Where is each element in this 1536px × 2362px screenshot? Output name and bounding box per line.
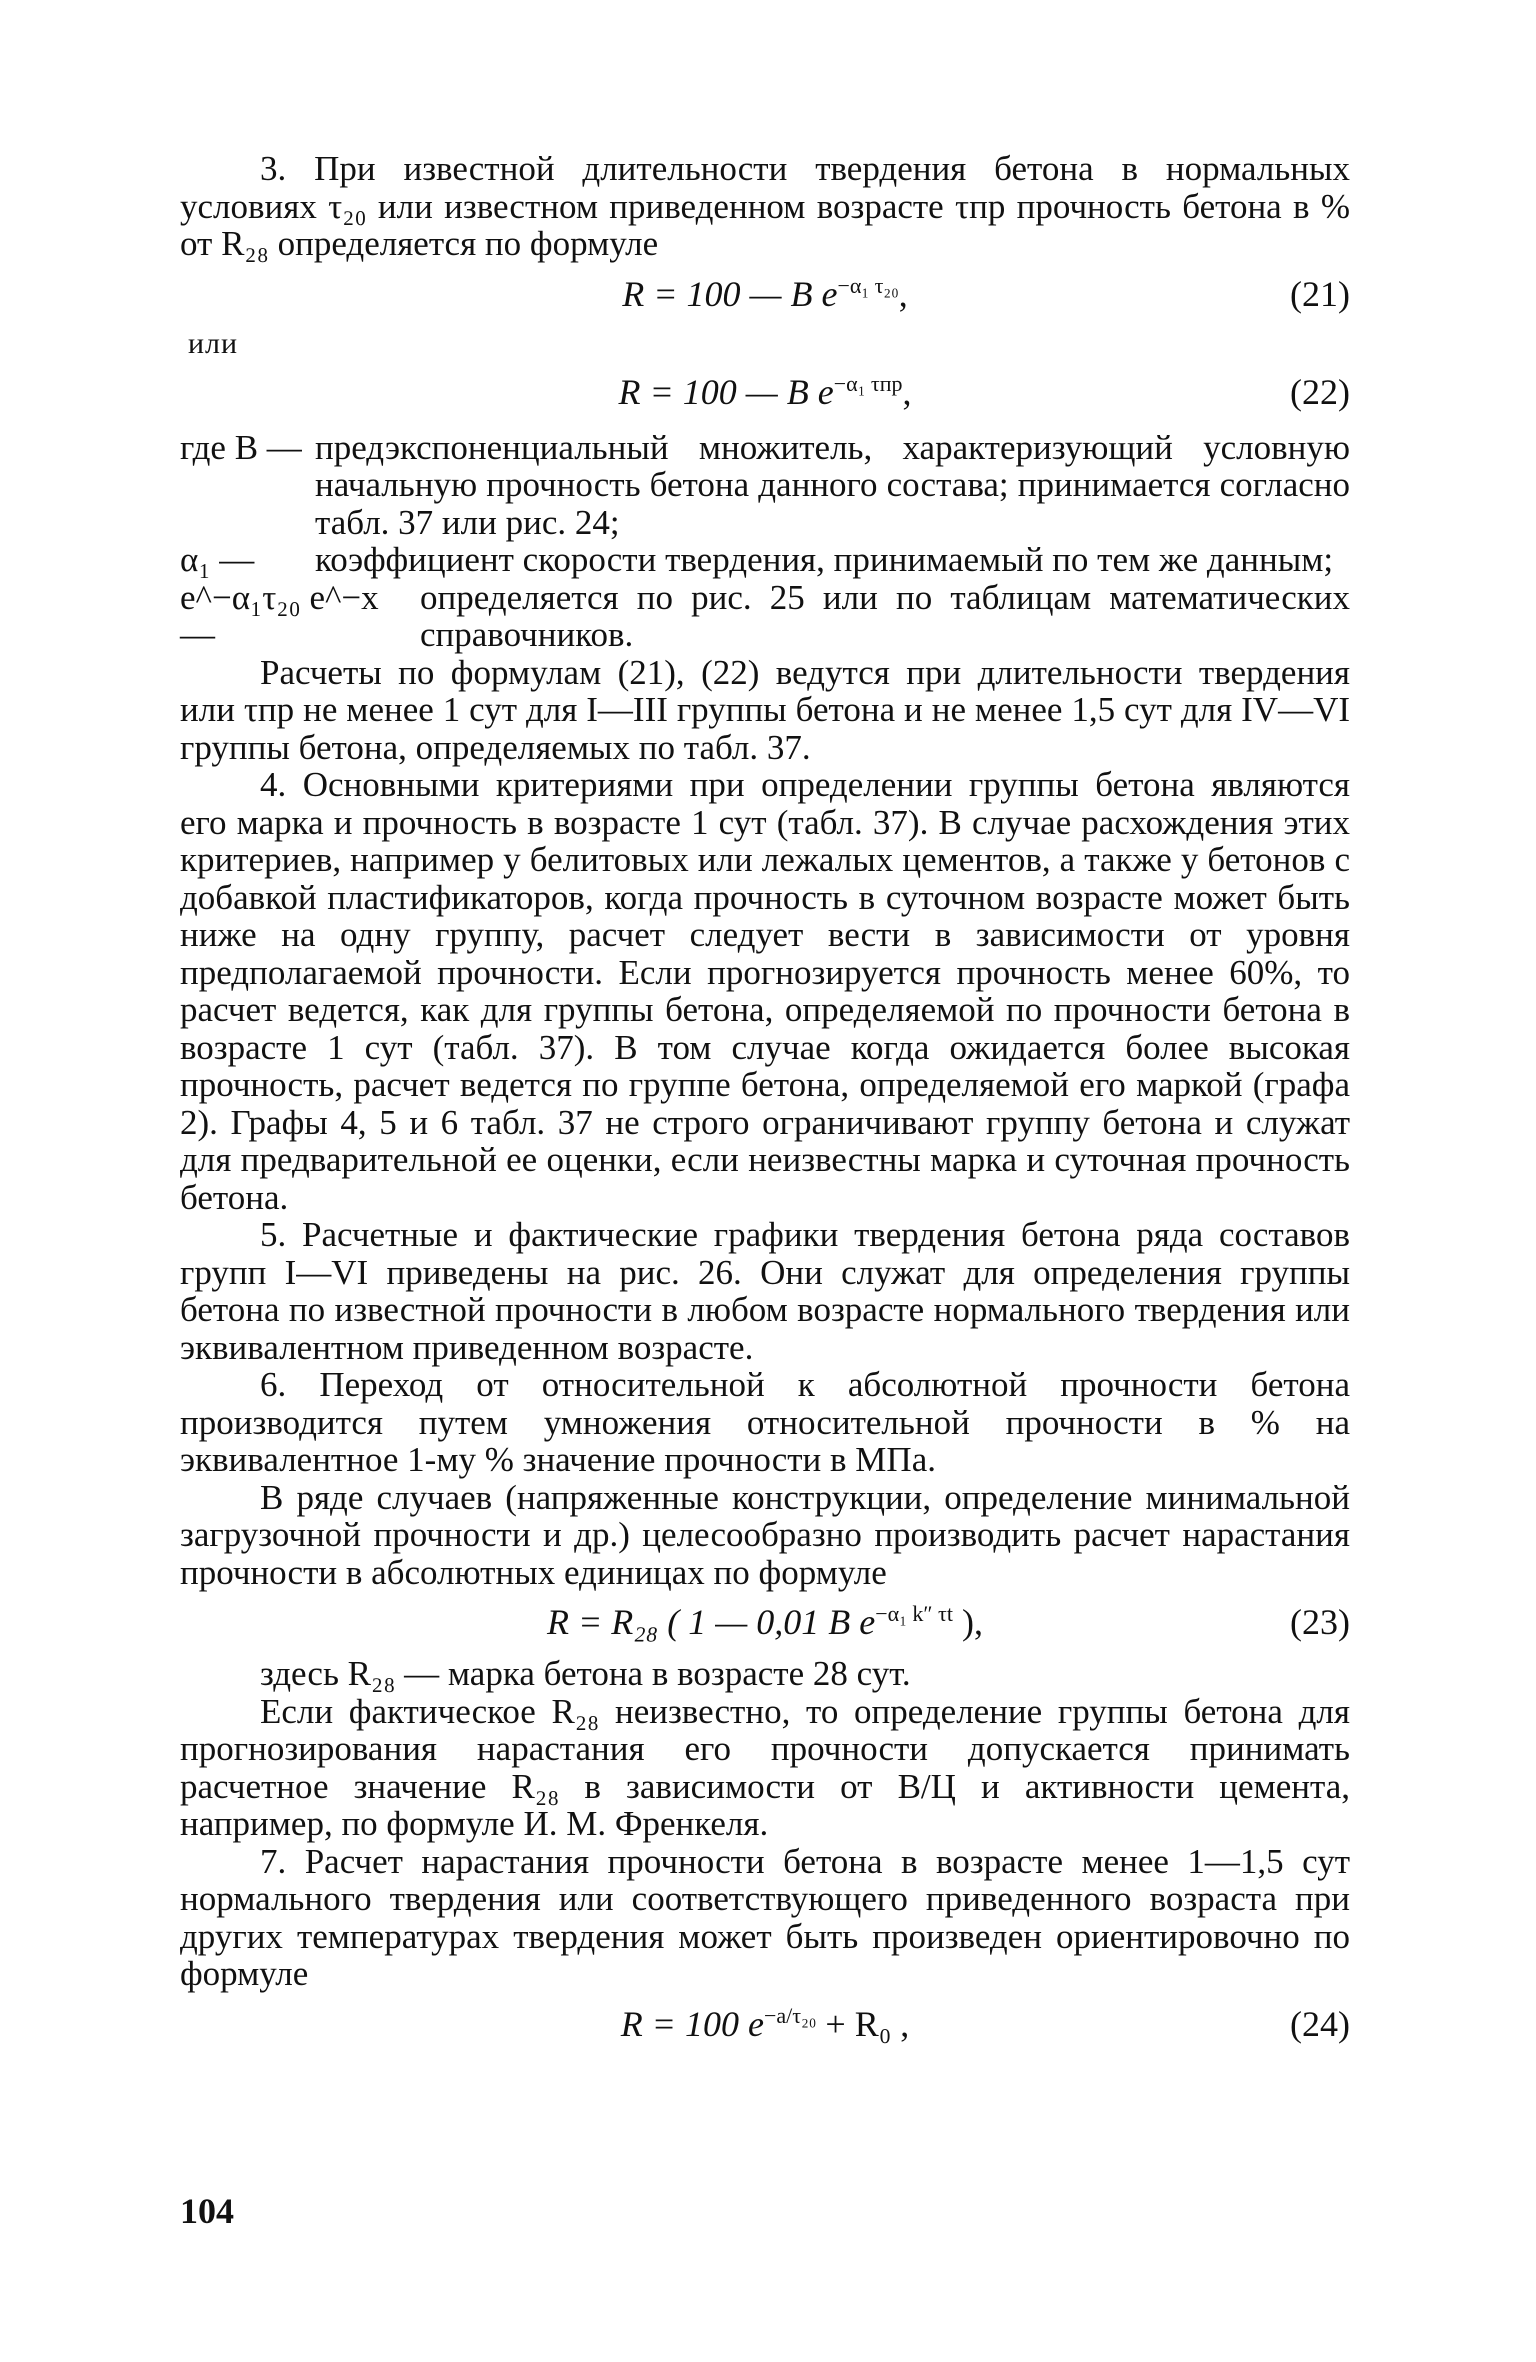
definition-symbol: где B — <box>180 427 302 467</box>
formula-21 <box>180 263 1350 327</box>
definition-symbol: e^−α₁τ₂₀ e^−x — <box>180 577 379 654</box>
paragraph-4: 4. Основными критериями при определении группы бетона являются его марка и прочность в возрасте 1 сут (табл. 37). В случае расхождения этих критериев, например у белитовых или лежалых цементов, а также у бетонов с добавкой пластификаторов, когда прочность в суточном возрасте может быть ниже на одну группу, расчет следует вести в зависимости от уровня предполагаемой прочности. Если прогнозируется прочность менее 60%, то расчет ведется, как для группы бетона, определяемой по прочности бетона в возрасте 1 сут (табл. 37). В том случае когда ожидается более высокая прочность, расчет ведется по группе бетона, определяемой его маркой (графа 2). Графы 4, 5 и 6 табл. 37 не строго ограничивают группу бетона и служат для предварительной ее оценки, если неизвестны марка и суточная прочность бетона. <box>180 765 1350 1217</box>
paragraph-calc: Расчеты по формулам (21), (22) ведутся при длительности твердения или τпр не менее 1 сут для I—III группы бетона и не менее 1,5 сут для IV—VI группы бетона, определяемых по табл. 37. <box>180 652 1350 767</box>
formula-24-lhs: R = 100 e <box>620 2003 764 2044</box>
formula-24 <box>180 1993 1350 2057</box>
paragraph-here: здесь R₂₈ — марка бетона в возрасте 28 сут. <box>260 1654 911 1693</box>
formula-22-number: (22) <box>1290 371 1350 412</box>
paragraph-5: 5. Расчетные и фактические графики твердения бетона ряда составов групп I—VI приведены на рис. 26. Они служат для определения группы бетона по известной прочности в любом возрасте нормального твердения или эквивалентном приведенном возрасте. <box>180 1215 1350 1367</box>
definition-text: предэкспоненциальный множитель, характеризующий условную начальную прочность бетона данного состава; принимается согласно табл. 37 или рис. 24; <box>315 427 1350 542</box>
paragraph-6: 6. Переход от относительной к абсолютной прочности бетона производится путем умножения относительной прочности в % на эквивалентное 1-му % значение прочности в МПа. <box>180 1365 1350 1479</box>
paragraph-7: 7. Расчет нарастания прочности бетона в возрасте менее 1—1,5 сут нормального твердения или соответствующего приведенного возраста при других температурах твердения может быть произведен ориентировочно по формуле <box>180 1841 1350 1993</box>
definition-symbol: α₁ — <box>180 540 255 579</box>
formula-24-number: (24) <box>1290 2003 1350 2044</box>
definition-text: определяется по рис. 25 или по таблицам математических справочников. <box>420 577 1350 654</box>
paragraph-6b: В ряде случаев (напряженные конструкции, определение минимальной загрузочной прочности и др.) целесообразно производить расчет нарастания прочности в абсолютных единицах по формуле <box>180 1477 1350 1592</box>
formula-21-exp: −α₁ τ₂₀ <box>837 272 899 298</box>
formula-23-lhs: R = R₂₈ ( 1 — 0,01 B e <box>546 1602 876 1642</box>
formula-21-lhs: R = 100 — B e <box>622 273 838 314</box>
or-word: или <box>188 326 239 360</box>
formula-21-tail: , <box>898 273 908 314</box>
formula-24-exp: −a/τ₂₀ <box>763 2002 817 2028</box>
definitions <box>180 429 1350 654</box>
definition-item <box>180 429 1350 542</box>
formula-24-tail: + R₀ , <box>816 2003 910 2044</box>
formula-23-exp: −α₁ k″ τt <box>875 1601 953 1626</box>
formula-21-number: (21) <box>1290 273 1350 314</box>
formula-23-tail: ), <box>953 1602 983 1642</box>
definition-item <box>180 579 1350 654</box>
formula-22-lhs: R = 100 — B e <box>618 371 834 412</box>
formula-22-exp: −α₁ τпр <box>833 370 903 396</box>
paragraph-if: Если фактическое R₂₈ неизвестно, то определение группы бетона для прогнозирования нарастания его прочности допускается принимать расчетное значение R₂₈ в зависимости от В/Ц и активности цемента, например, по формуле И. М. Френкеля. <box>180 1691 1350 1843</box>
formula-23-number: (23) <box>1290 1602 1350 1642</box>
formula-22-tail: , <box>902 371 912 412</box>
text-column <box>180 150 1350 2057</box>
paragraph-3: 3. При известной длительности твердения бетона в нормальных условиях τ₂₀ или известном приведенном возрасте τпр прочность бетона в % от R₂₈ определяется по формуле <box>180 149 1350 263</box>
formula-22 <box>180 361 1350 425</box>
definition-text: коэффициент скорости твердения, принимаемый по тем же данным; <box>315 540 1334 579</box>
page-number: 104 <box>180 2191 234 2231</box>
definition-item <box>180 541 1350 579</box>
formula-23 <box>180 1591 1350 1655</box>
